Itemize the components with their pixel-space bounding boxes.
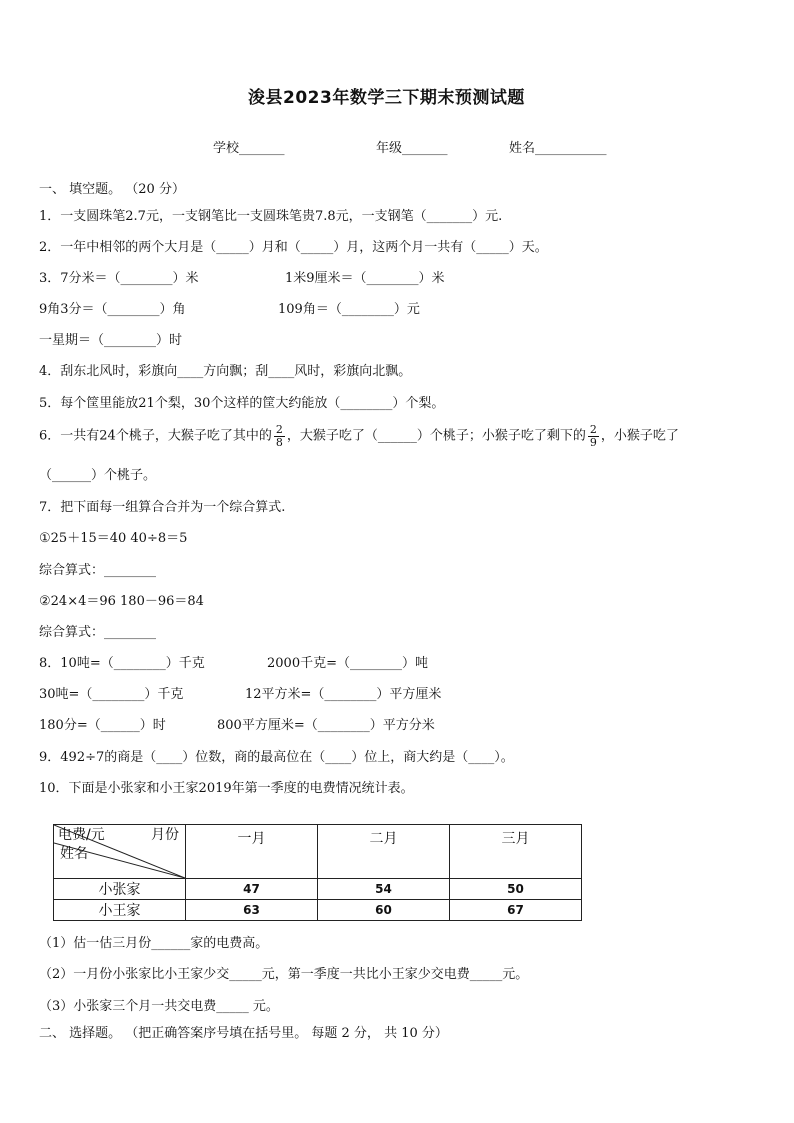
question-3c: 9角3分＝（________）角 [39, 302, 186, 317]
fraction-2-8: $\frac{2}{8}$ [275, 423, 283, 449]
question-8f: 800平方厘米=（________）平方分米 [217, 718, 435, 733]
question-5: 5．每个筐里能放21个梨，30个这样的筐大约能放（________）个梨。 [39, 396, 445, 411]
electricity-fee-table [53, 824, 582, 921]
grade-field: 年级_______ [376, 141, 448, 156]
question-8c: 30吨=（________）千克 [39, 687, 184, 702]
question-3e: 一星期＝（________）时 [39, 333, 183, 348]
question-7: 7．把下面每一组算合合并为一个综合算式. [39, 500, 286, 515]
question-8b: 2000千克=（________）吨 [267, 656, 428, 671]
question-10-sub1: （1）估一估三月份______家的电费高。 [39, 936, 269, 951]
question-2: 2．一年中相邻的两个大月是（_____）月和（_____）月，这两个月一共有（_____）天。 [39, 240, 548, 255]
q6-part1: 6．一共有24个桃子，大猴子吃了其中的 [39, 428, 272, 444]
section2-heading: 二、 选择题。 （把正确答案序号填在括号里。 每题 2 分， 共 10 分） [39, 1026, 448, 1041]
month-header: 三月 [450, 825, 582, 879]
page-title: 浚县2023年数学三下期末预测试题 [248, 88, 525, 108]
question-6-line2: （______）个桃子。 [39, 468, 157, 483]
school-field: 学校_______ [213, 141, 285, 156]
fee-value: 60 [318, 900, 450, 921]
question-7-combined1: 综合算式：________ [39, 563, 157, 578]
fee-value: 50 [450, 879, 582, 900]
question-3d: 109角＝（________）元 [278, 302, 420, 317]
question-3a: 3．7分米＝（________）米 [39, 271, 199, 286]
corner-fee-label: 电费/元 [58, 827, 105, 843]
question-7-combined2: 综合算式：________ [39, 625, 157, 640]
table-row [54, 879, 582, 900]
question-10: 10．下面是小张家和小王家2019年第一季度的电费情况统计表。 [39, 781, 414, 796]
question-7-group1: ①25＋15＝40 40÷8＝5 [39, 531, 188, 546]
question-8e: 180分=（______）时 [39, 718, 166, 733]
month-header: 二月 [318, 825, 450, 879]
question-3b: 1米9厘米＝（________）米 [285, 271, 445, 286]
question-6 [39, 424, 679, 448]
question-8a: 8．10吨=（________）千克 [39, 656, 205, 671]
corner-month-label: 月份 [151, 827, 179, 843]
question-4: 4．刮东北风时，彩旗向____方向飘；刮____风时，彩旗向北飘。 [39, 364, 412, 379]
table-row [54, 900, 582, 921]
month-header: 一月 [186, 825, 318, 879]
question-9: 9．492÷7的商是（____）位数，商的最高位在（____）位上，商大约是（____）。 [39, 750, 514, 765]
fee-value: 47 [186, 879, 318, 900]
question-10-sub2: （2）一月份小张家比小王家少交_____元，第一季度一共比小王家少交电费_____元。 [39, 967, 529, 982]
question-10-sub3: （3）小张家三个月一共交电费_____ 元。 [39, 999, 279, 1014]
q6-part3: ，小猴子吃了 [600, 428, 679, 444]
name-field: 姓名___________ [509, 141, 607, 156]
fee-value: 67 [450, 900, 582, 921]
question-7-group2: ②24×4＝96 180－96＝84 [39, 594, 204, 609]
fraction-2-9: $\frac{2}{9}$ [589, 423, 597, 449]
fee-value: 63 [186, 900, 318, 921]
row-name: 小王家 [54, 900, 186, 921]
question-8d: 12平方米=（________）平方厘米 [245, 687, 442, 702]
section1-heading: 一、 填空题。 （20 分） [39, 182, 185, 197]
q6-part2: ，大猴子吃了（______）个桃子；小猴子吃了剩下的 [286, 428, 586, 444]
row-name: 小张家 [54, 879, 186, 900]
corner-name-label: 姓名 [60, 846, 88, 862]
table-corner-cell [54, 825, 186, 879]
fee-value: 54 [318, 879, 450, 900]
question-1: 1．一支圆珠笔2.7元，一支钢笔比一支圆珠笔贵7.8元，一支钢笔（_______）元. [39, 209, 503, 224]
